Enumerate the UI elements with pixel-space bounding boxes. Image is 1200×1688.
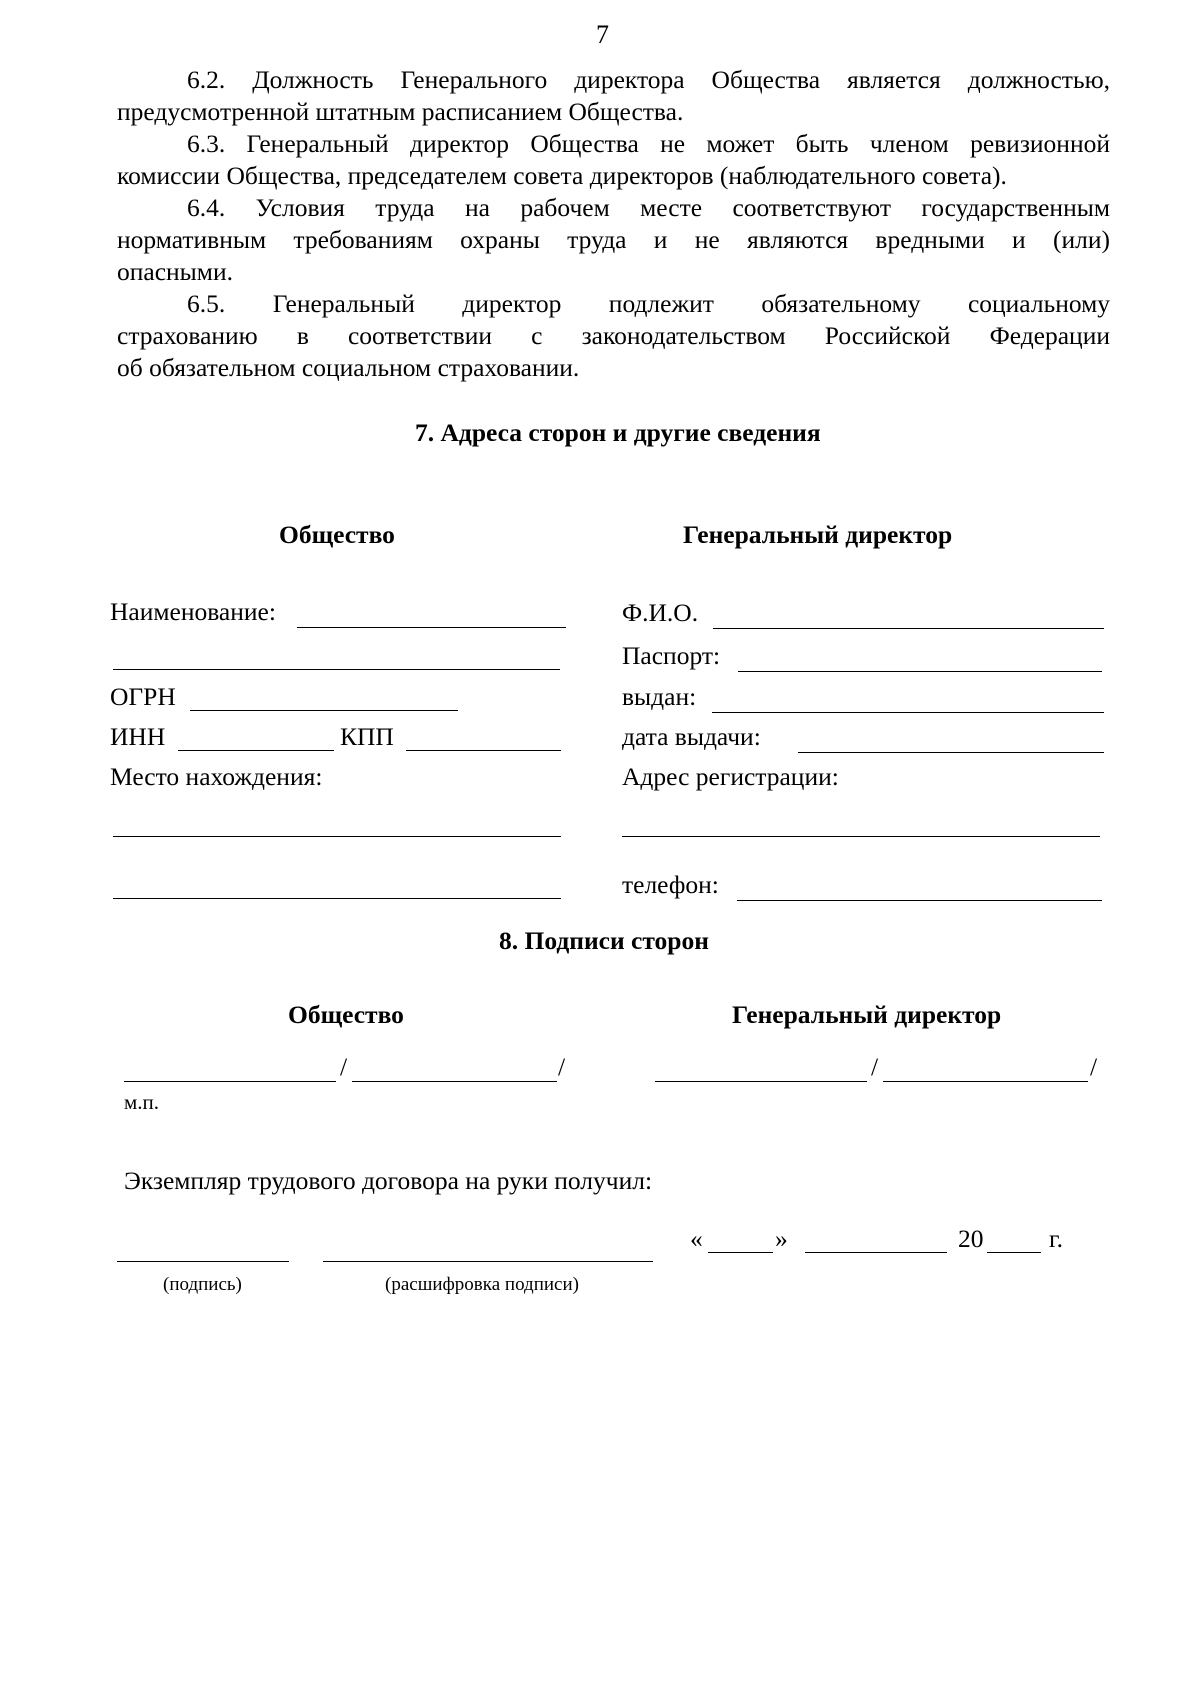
inn-field[interactable]: [178, 750, 334, 751]
date-close-quote: »: [775, 1224, 788, 1253]
director-signature-name-field[interactable]: [883, 1081, 1088, 1082]
paragraph-line: 6.5. Генеральный директор подлежит обязательному социальному: [187, 289, 1110, 318]
passport-field[interactable]: [738, 671, 1102, 672]
location-field-line1[interactable]: [113, 836, 561, 837]
paragraph-line: нормативным требованиям охраны труда и не являются вредными и (или): [117, 225, 1110, 254]
date-day-field[interactable]: [708, 1252, 773, 1253]
paragraph-6-3: [117, 128, 1110, 192]
company-name-field-line2[interactable]: [113, 669, 560, 670]
fio-label: Ф.И.О.: [622, 598, 699, 627]
paragraph-line: опасными.: [117, 257, 233, 286]
paragraph-line: предусмотренной штатным расписанием Общества.: [117, 97, 684, 126]
company-signature-name-field[interactable]: [352, 1081, 557, 1082]
signature-separator: /: [1090, 1052, 1098, 1081]
paragraph-6-4: [117, 192, 1110, 288]
issued-label: выдан:: [622, 682, 697, 711]
phone-field[interactable]: [737, 900, 1102, 901]
paragraph-line: комиссии Общества, председателем совета директоров (наблюдательного совета).: [117, 161, 1007, 190]
receipt-signature-field[interactable]: [117, 1261, 289, 1262]
inn-label: ИНН: [110, 722, 166, 751]
phone-label: телефон:: [622, 870, 719, 899]
ogrn-field[interactable]: [190, 710, 458, 711]
seal-label: м.п.: [124, 1090, 160, 1114]
issue-date-field[interactable]: [798, 752, 1104, 753]
date-year-suffix: г.: [1049, 1224, 1063, 1253]
signature-director-heading: Генеральный директор: [732, 1000, 1002, 1029]
director-heading: Генеральный директор: [683, 520, 953, 549]
company-name-field[interactable]: [297, 627, 566, 628]
company-heading: Общество: [279, 520, 395, 549]
receipt-decoding-field[interactable]: [323, 1261, 653, 1262]
ogrn-label: ОГРН: [110, 682, 176, 711]
paragraph-6-2: [117, 64, 1110, 128]
signature-separator: /: [871, 1052, 879, 1081]
company-signature-field[interactable]: [124, 1081, 336, 1082]
section-8-title: 8. Подписи сторон: [499, 926, 709, 955]
paragraph-line: страхованию в соответствии с законодательством Российской Федерации: [117, 321, 1110, 350]
date-open-quote: «: [690, 1224, 703, 1253]
page-number: 7: [596, 20, 609, 49]
date-month-field[interactable]: [805, 1252, 947, 1253]
location-field-line2[interactable]: [113, 898, 561, 899]
address-field[interactable]: [622, 836, 1100, 837]
company-name-label: Наименование:: [110, 597, 276, 626]
signature-caption: (подпись): [163, 1274, 242, 1295]
director-signature-field[interactable]: [655, 1081, 867, 1082]
kpp-label: КПП: [340, 722, 394, 751]
location-label: Место нахождения:: [110, 762, 323, 791]
date-year-prefix: 20: [958, 1224, 984, 1253]
issued-field[interactable]: [712, 712, 1104, 713]
signature-company-heading: Общество: [288, 1000, 404, 1029]
signature-separator: /: [340, 1052, 348, 1081]
address-label: Адрес регистрации:: [622, 762, 839, 791]
issue-date-label: дата выдачи:: [622, 722, 761, 751]
date-year-field[interactable]: [987, 1252, 1041, 1253]
receipt-text: Экземпляр трудового договора на руки получил:: [124, 1166, 653, 1195]
paragraph-6-5: [117, 288, 1110, 384]
paragraph-line: 6.4. Условия труда на рабочем месте соответствуют государственным: [187, 193, 1110, 222]
paragraph-line: об обязательном социальном страховании.: [117, 353, 580, 382]
passport-label: Паспорт:: [622, 641, 721, 670]
decoding-caption: (расшифровка подписи): [385, 1274, 579, 1295]
section-7-title: 7. Адреса сторон и другие сведения: [415, 418, 821, 447]
paragraph-line: 6.3. Генеральный директор Общества не может быть членом ревизионной: [187, 129, 1110, 158]
paragraph-line: 6.2. Должность Генерального директора Общества является должностью,: [187, 65, 1110, 94]
kpp-field[interactable]: [406, 750, 561, 751]
fio-field[interactable]: [713, 628, 1104, 629]
signature-separator: /: [558, 1052, 566, 1081]
